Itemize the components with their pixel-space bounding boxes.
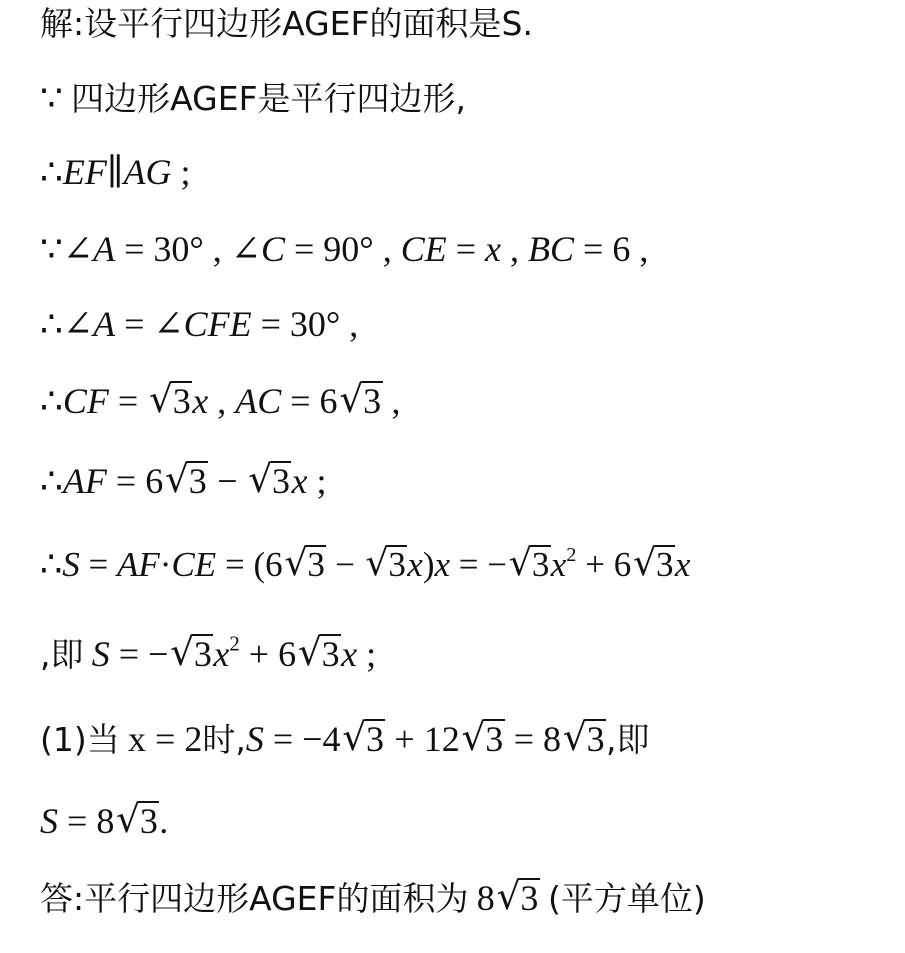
plus: + xyxy=(394,719,415,759)
equals: = xyxy=(117,381,139,421)
radicand: 3 xyxy=(520,878,539,918)
radical-sign: √ xyxy=(284,540,308,584)
radical-sign: √ xyxy=(149,376,174,421)
variable-s: S xyxy=(40,801,58,841)
value-90-deg: 90° xyxy=(323,229,374,269)
equals: = xyxy=(155,719,176,759)
exponent: 2 xyxy=(229,631,240,656)
variable-x: x xyxy=(128,719,146,759)
radicand: 3 xyxy=(363,381,382,421)
radical-sign: √ xyxy=(170,629,195,674)
coefficient: 8 xyxy=(543,719,562,759)
coefficient: 6 xyxy=(145,461,164,501)
equals: = xyxy=(583,229,604,269)
segment-bc: BC xyxy=(528,229,575,269)
radical-sign: √ xyxy=(165,456,190,501)
radicand: 3 xyxy=(531,545,550,584)
because-symbol: ∵ xyxy=(40,78,63,118)
therefore-symbol: ∴ xyxy=(40,545,63,584)
area-result-line xyxy=(40,629,377,676)
angle-a: A xyxy=(93,304,116,344)
angle-equality-line xyxy=(40,303,358,345)
coefficient: 8 xyxy=(476,878,495,918)
coefficient: 6 xyxy=(613,545,632,584)
therefore-symbol: ∴ xyxy=(40,461,63,501)
coefficient: 6 xyxy=(278,634,297,674)
variable-x: x xyxy=(213,634,230,674)
coefficient: 6 xyxy=(265,545,283,584)
sqrt-3 xyxy=(496,873,540,919)
comma: , xyxy=(217,381,227,421)
comma: , xyxy=(349,304,359,344)
answer-text: 答:平行四边形AGEF的面积为 xyxy=(40,879,469,918)
variable-x: x xyxy=(192,381,209,421)
radicand: 3 xyxy=(365,719,384,759)
plus: + xyxy=(585,545,605,584)
equals: = xyxy=(124,304,145,344)
equals: = xyxy=(88,545,109,584)
equals: = xyxy=(290,381,311,421)
part1-substitution-line xyxy=(40,714,650,761)
radical-sign: √ xyxy=(342,714,367,759)
angle-a: A xyxy=(93,229,116,269)
namely-text: ,即 xyxy=(606,720,650,759)
radical-sign: √ xyxy=(248,456,273,501)
parallel-symbol: ∥ xyxy=(106,152,124,192)
radical-sign: √ xyxy=(508,540,533,584)
equals: = xyxy=(458,545,479,584)
answer-line xyxy=(40,873,706,920)
radical-sign: √ xyxy=(339,376,364,421)
equals: = xyxy=(272,719,294,759)
radicand: 3 xyxy=(188,461,207,501)
minus: − xyxy=(148,634,169,674)
radical-sign: √ xyxy=(632,540,657,584)
radicand: 3 xyxy=(485,719,504,759)
semicolon: ; xyxy=(366,634,377,674)
comma: , xyxy=(510,229,520,269)
radicand: 3 xyxy=(656,545,674,584)
therefore-symbol: ∴ xyxy=(40,381,63,421)
equals: = xyxy=(118,634,140,674)
coefficient: 8 xyxy=(96,801,115,841)
variable-x: x xyxy=(550,545,567,584)
radical-sign: √ xyxy=(496,873,521,918)
af-line xyxy=(40,456,327,502)
equals: = xyxy=(293,229,315,269)
radical-sign: √ xyxy=(562,714,587,759)
variable-x: x xyxy=(485,229,502,269)
sqrt-3 xyxy=(508,540,551,586)
because-symbol: ∵ xyxy=(40,229,63,269)
radical-sign: √ xyxy=(461,714,486,759)
radicand: 3 xyxy=(388,545,406,584)
radicand: 3 xyxy=(321,634,340,674)
segment-af: AF xyxy=(62,461,107,501)
comma: , xyxy=(639,229,649,269)
part1-when-text: (1)当 xyxy=(40,720,120,759)
radicand: 3 xyxy=(272,461,291,501)
angle-c: C xyxy=(260,229,285,269)
segment-ef: EF xyxy=(62,152,107,192)
close-paren: ) xyxy=(422,545,435,584)
segment-cf: CF xyxy=(62,381,109,421)
variable-x: x xyxy=(674,545,691,584)
semicolon: ; xyxy=(316,461,327,501)
variable-x: x xyxy=(291,461,308,501)
angle-symbol: ∠ xyxy=(62,229,94,269)
therefore-symbol: ∴ xyxy=(40,304,63,344)
equals: = xyxy=(67,801,88,841)
parallel-line xyxy=(40,151,191,193)
value-30-deg: 30° xyxy=(289,304,341,344)
punctuation: ; xyxy=(180,152,191,192)
comma: , xyxy=(391,381,401,421)
cf-ac-line xyxy=(40,376,401,422)
segment-ac: AC xyxy=(235,381,282,421)
radicand: 3 xyxy=(586,719,605,759)
coefficient: 6 xyxy=(319,381,338,421)
multiply-dot: · xyxy=(159,545,172,584)
sqrt-3 xyxy=(365,540,407,586)
angle-symbol: ∠ xyxy=(62,304,94,344)
variable-s: S xyxy=(62,545,80,584)
equals: = xyxy=(513,719,535,759)
variable-x: x xyxy=(407,545,423,584)
angle-cfe: CFE xyxy=(183,304,252,344)
angle-symbol: ∠ xyxy=(153,304,184,344)
sqrt-3 xyxy=(632,540,675,586)
unit-text: (平方单位) xyxy=(548,879,706,918)
radical-sign: √ xyxy=(365,540,389,584)
radical-sign: √ xyxy=(297,629,322,674)
given-values-line xyxy=(40,228,648,270)
open-paren: ( xyxy=(253,545,266,584)
plus: + xyxy=(248,634,270,674)
period: . xyxy=(159,801,169,841)
coefficient: 12 xyxy=(423,719,460,759)
exponent: 2 xyxy=(566,543,577,566)
variable-x: x xyxy=(341,634,358,674)
radical-sign: √ xyxy=(116,796,141,841)
coefficient: 4 xyxy=(322,719,341,759)
equals: = xyxy=(224,545,245,584)
minus: − xyxy=(217,461,238,501)
minus: − xyxy=(302,719,323,759)
intro-text: 解:设平行四边形AGEF的面积是S. xyxy=(40,4,533,43)
area-expansion-line xyxy=(40,540,691,586)
sqrt-3 xyxy=(116,796,159,842)
therefore-symbol: ∴ xyxy=(40,152,63,192)
namely-text: ,即 xyxy=(40,635,84,674)
variable-x: x xyxy=(434,545,451,584)
sqrt-3 xyxy=(339,376,382,422)
radicand: 3 xyxy=(139,801,158,841)
minus: − xyxy=(487,545,508,584)
part1-result-line xyxy=(40,796,169,842)
segment-ce: CE xyxy=(171,545,217,584)
variable-s: S xyxy=(91,634,110,674)
segment-ag: AG xyxy=(123,152,172,192)
equals: = xyxy=(124,229,145,269)
variable-s: S xyxy=(245,719,264,759)
angle-symbol: ∠ xyxy=(230,229,261,269)
sqrt-3 xyxy=(248,456,291,502)
value-30-deg: 30° xyxy=(153,229,204,269)
segment-ce: CE xyxy=(400,229,447,269)
equals: = xyxy=(455,229,477,269)
comma: , xyxy=(382,229,392,269)
sqrt-3 xyxy=(562,714,606,760)
time-text: 时, xyxy=(202,720,246,759)
sqrt-3 xyxy=(284,540,326,586)
radicand: 3 xyxy=(172,381,191,421)
value-2: 2 xyxy=(184,719,203,759)
sqrt-3 xyxy=(297,629,341,675)
because-parallelogram-line xyxy=(40,77,466,120)
solution-intro-line xyxy=(40,3,533,45)
comma: , xyxy=(212,229,222,269)
radicand: 3 xyxy=(307,545,325,584)
equals: = xyxy=(260,304,281,344)
sqrt-3 xyxy=(149,376,192,422)
sqrt-3 xyxy=(165,456,208,502)
parallelogram-statement: 四边形AGEF是平行四边形, xyxy=(71,79,467,118)
radicand: 3 xyxy=(193,634,212,674)
sqrt-3 xyxy=(461,714,505,760)
value-6: 6 xyxy=(612,229,631,269)
segment-af: AF xyxy=(117,545,160,584)
sqrt-3 xyxy=(170,629,213,675)
minus: − xyxy=(335,545,355,584)
equals: = xyxy=(115,461,137,501)
sqrt-3 xyxy=(342,714,385,760)
